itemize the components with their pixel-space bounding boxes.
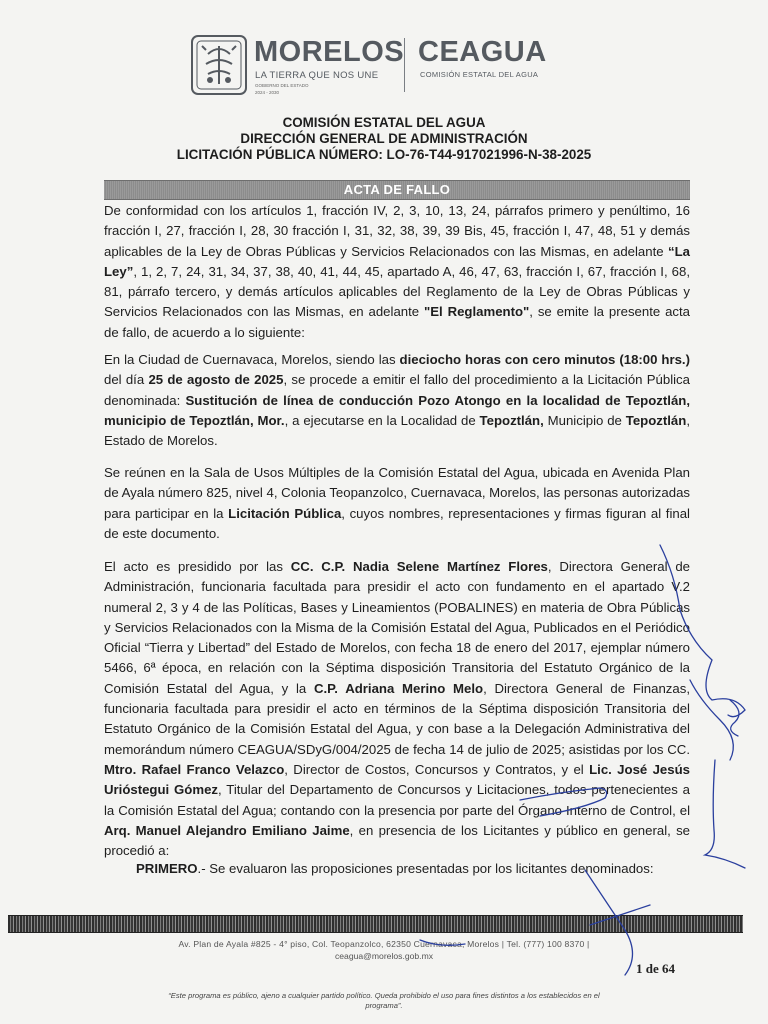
p3-bold-licitacion: Licitación Pública (228, 505, 342, 521)
p1-text-2: , 1, 2, 7, 24, 31, 34, 37, 38, 40, 41, 44, 45, apartado A, 46, 47, 63, fracción I, 67, fracción I, 68, 81, párrafo tercero, y demás artículos aplicables del Reglamento de la Ley de Obras Públicas y Servicios Relacionados con las Mismas, en adelante (104, 263, 690, 320)
morelos-seal-icon (190, 34, 248, 96)
morelos-tagline: LA TIERRA QUE NOS UNE (255, 70, 379, 81)
p2-text-1: En la Ciudad de Cuernavaca, Morelos, siendo las (104, 352, 400, 367)
signature-stroke-2 (690, 680, 733, 760)
p4-bold-official-5: Arq. Manuel Alejandro Emiliano Jaime (104, 822, 350, 838)
footer-disclaimer: “Este programa es público, ajeno a cualquier partido político. Queda prohibido el uso para fines distintos a los establecidos en el programa”. (168, 991, 600, 1010)
p2-text-4: , a ejecutarse en la Localidad de (284, 412, 480, 428)
morelos-gov-label: GOBIERNO DEL ESTADO (255, 83, 309, 88)
page-number: 1 de 64 (636, 961, 675, 976)
signature-stroke-3 (730, 700, 739, 736)
p2-text-6: , Estado de Morelos. (104, 412, 690, 449)
primero-line (136, 861, 654, 876)
section-title-bar (104, 180, 690, 200)
primero-label: PRIMERO (136, 861, 198, 876)
header-logos (190, 34, 550, 100)
signature-stroke-4 (705, 760, 745, 868)
section-title: ACTA DE FALLO (343, 182, 451, 197)
p2-bold-locality: Tepoztlán, (479, 412, 544, 428)
p2-bold-date: 25 de agosto de 2025 (148, 372, 284, 388)
p1-text-3: , se emite la presente acta de fallo, de acuerdo a lo siguiente: (104, 304, 691, 340)
primero-text: .- Se evaluaron las proposiciones presentadas por los licitantes denominados: (197, 861, 654, 876)
morelos-years-label: 2024 - 2030 (255, 90, 280, 95)
p2-text-3: , se procede a emitir el fallo del procedimiento a la Licitación Pública denominada: (104, 372, 690, 408)
paragraph-date-and-tender (104, 350, 690, 451)
footer-address: Av. Plan de Ayala #825 - 4° piso, Col. Teopanzolco, 62350 Cuernavaca, Morelos | Tel. (777) 100 8370 | (178, 939, 590, 949)
p2-bold-project-name: Sustitución de línea de conducción Pozo Atongo en la localidad de Tepoztlán, municipio de Tepoztlán, Mor. (104, 392, 690, 428)
p3-text-1: Se reúnen en la Sala de Usos Múltiples de la Comisión Estatal del Agua, ubicada en Avenida Plan de Ayala número 825, nivel 4, Colonia Teopanzolco, Cuernavaca, Morelos, las personas autorizadas para participar en la (104, 465, 690, 521)
ceagua-subtitle: COMISIÓN ESTATAL DEL AGUA (420, 70, 539, 79)
p1-bold-la-ley: “La Ley” (104, 243, 690, 279)
footer-email: ceagua@morelos.gob.mx (334, 951, 434, 961)
p3-text-2: , cuyos nombres, representaciones y firmas figuran al final de este documento. (104, 505, 690, 541)
p2-text-2: del día (104, 372, 149, 388)
p4-text-3: , Directora General de Finanzas, funcionaria facultada para presidir el acto en términos de la Séptima disposición Transitoria del Estatuto Orgánico de la Comisión Estatal del Agua, y con base a la Delegación Administrativa del memorándum número CEAGUA/SDyG/004/2025 de fecha 14 de julio de 2025; asistidas por los CC. (104, 680, 690, 757)
p4-text-4: , Director de Costos, Concursos y Contratos, y el (284, 761, 590, 777)
header-line-3: LICITACIÓN PÚBLICA NÚMERO: LO-76-T44-917021996-N-38-2025 (176, 147, 592, 162)
p1-text-1: De conformidad con los artículos 1, fracción IV, 2, 3, 10, 13, 24, párrafos primero y penúltimo, 16 fracción I, 27, fracción I, 28, 30 fracción I, 31, 32, 38, 39, 39 Bis, 45, fracción I, 47, 48, 51 y demás aplicables de la Ley de Obras Públicas y Servicios Relacionados con las Mismas, en adelante (104, 203, 690, 259)
p4-text-1: El acto es presidido por las (104, 559, 291, 574)
header-line-1: COMISIÓN ESTATAL DEL AGUA (282, 115, 486, 130)
morelos-wordmark: MORELOS (254, 36, 405, 68)
header-line-2: DIRECCIÓN GENERAL DE ADMINISTRACIÓN (240, 131, 528, 146)
logo-divider (404, 38, 405, 92)
p4-bold-official-4: Lic. José Jesús Urióstegui Gómez (104, 761, 690, 798)
p2-bold-municipality: Tepoztlán (625, 412, 687, 428)
p4-text-6: , en presencia de los Licitantes y público en general, se procedió a: (104, 822, 691, 859)
p2-text-5: Municipio de (543, 412, 626, 428)
p4-text-5: , Titular del Departamento de Concursos y Licitaciones, todos pertenecientes a la Comisión Estatal del Agua; contando con la presencia por parte del Órgano Interno de Control, el (104, 782, 691, 818)
p4-bold-official-2: C.P. Adriana Merino Melo (313, 680, 484, 696)
paragraph-officials (104, 557, 690, 861)
p1-bold-el-reglamento: "El Reglamento" (423, 304, 530, 320)
p4-text-2: , Directora General de Administración, funcionaria facultada para presidir el acto con fundamento en el apartado V.2 numeral 2, 3 y 4 de las Políticas, Bases y Lineamientos (POBALINES) en materia de Obra Públicas y Servicios Relacionados con la Misma de la Comisión Estatal del Agua, Publicados en el Periódico Oficial “Tierra y Libertad” del Estado de Morelos, con fecha 18 de enero del 2017, ejemplar número 5466, 6ª época, en relación con la Séptima disposición Transitoria del Estatuto Orgánico de la Comisión Estatal del Agua, y la (104, 559, 690, 696)
paragraph-legal-basis (104, 201, 690, 343)
p2-bold-time: dieciocho horas con cero minutos (18:00 hrs.) (399, 352, 690, 367)
p4-bold-official-1: CC. C.P. Nadia Selene Martínez Flores (290, 559, 548, 574)
paragraph-meeting-place (104, 463, 690, 544)
p4-bold-official-3: Mtro. Rafael Franco Velazco (104, 761, 285, 777)
ceagua-wordmark: CEAGUA (418, 36, 547, 68)
footer-pattern-bar (8, 915, 743, 933)
